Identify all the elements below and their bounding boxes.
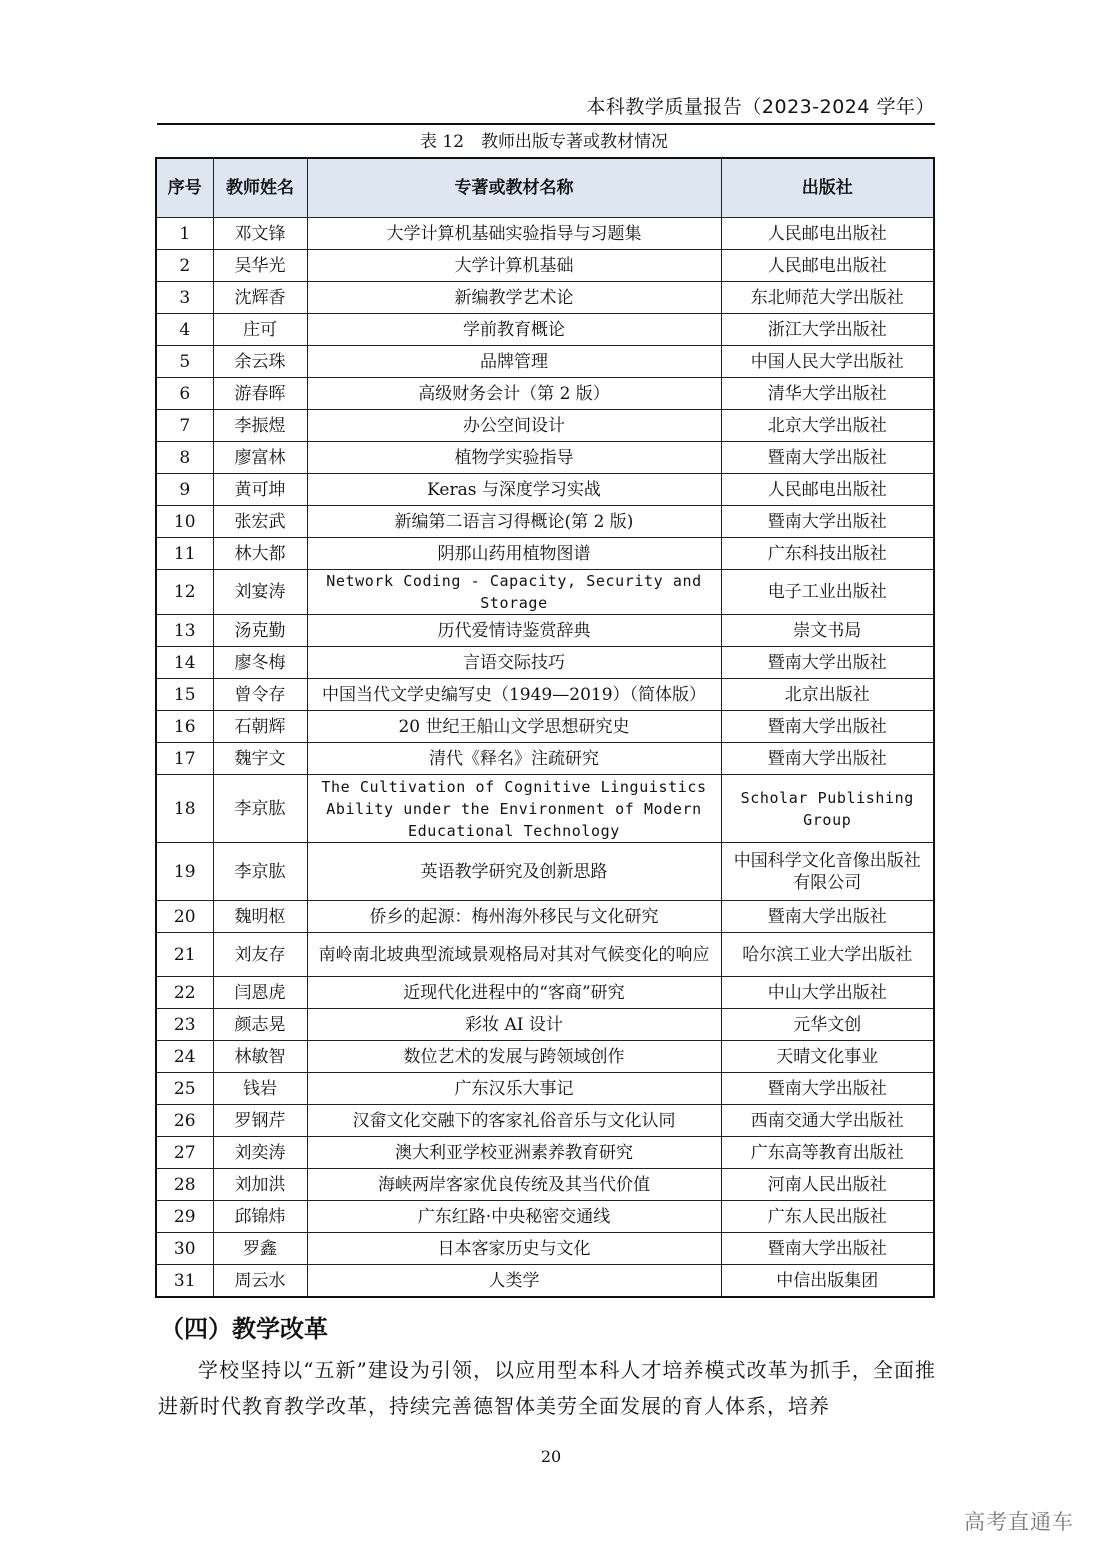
cell-publisher: 清华大学出版社 [721, 378, 934, 410]
cell-teacher: 颜志晃 [213, 1009, 307, 1041]
cell-title: 近现代化进程中的“客商”研究 [307, 977, 721, 1009]
cell-teacher: 廖富林 [213, 442, 307, 474]
table-caption: 表 12 教师出版专著或教材情况 [419, 132, 669, 152]
cell-number: 9 [156, 474, 213, 506]
cell-title: 植物学实验指导 [307, 442, 721, 474]
cell-title: 言语交际技巧 [307, 647, 721, 679]
cell-teacher: 庄可 [213, 314, 307, 346]
column-header-title: 专著或教材名称 [307, 158, 721, 218]
cell-number: 24 [156, 1041, 213, 1073]
cell-publisher: Scholar Publishing Group [721, 775, 934, 843]
cell-publisher: 人民邮电出版社 [721, 218, 934, 250]
cell-teacher: 曾令存 [213, 679, 307, 711]
cell-teacher: 魏宇文 [213, 743, 307, 775]
cell-publisher: 暨南大学出版社 [721, 1073, 934, 1105]
cell-number: 12 [156, 570, 213, 615]
cell-number: 10 [156, 506, 213, 538]
table-row [156, 442, 934, 474]
cell-publisher: 中山大学出版社 [721, 977, 934, 1009]
cell-teacher: 邱锦炜 [213, 1201, 307, 1233]
cell-title: 阴那山药用植物图谱 [307, 538, 721, 570]
table-row [156, 743, 934, 775]
cell-publisher: 北京出版社 [721, 679, 934, 711]
table-row [156, 250, 934, 282]
cell-number: 8 [156, 442, 213, 474]
cell-title: 大学计算机基础 [307, 250, 721, 282]
table-row [156, 570, 934, 615]
table-row [156, 1137, 934, 1169]
cell-title: Keras 与深度学习实战 [307, 474, 721, 506]
table-row [156, 378, 934, 410]
cell-title: 数位艺术的发展与跨领域创作 [307, 1041, 721, 1073]
cell-publisher: 广东高等教育出版社 [721, 1137, 934, 1169]
running-header: 本科教学质量报告（2023-2024 学年） [586, 96, 935, 118]
cell-teacher: 余云珠 [213, 346, 307, 378]
cell-number: 31 [156, 1265, 213, 1298]
cell-publisher: 崇文书局 [721, 615, 934, 647]
cell-title: 彩妆 AI 设计 [307, 1009, 721, 1041]
cell-teacher: 钱岩 [213, 1073, 307, 1105]
cell-title: 广东汉乐大事记 [307, 1073, 721, 1105]
table-row [156, 218, 934, 250]
table-row [156, 1265, 934, 1298]
cell-publisher: 哈尔滨工业大学出版社 [721, 933, 934, 977]
cell-title: 办公空间设计 [307, 410, 721, 442]
cell-title: The Cultivation of Cognitive Linguistics Ability under the Environment of Modern Educational Technology [307, 775, 721, 843]
table-row [156, 1041, 934, 1073]
cell-title: 高级财务会计（第 2 版） [307, 378, 721, 410]
cell-number: 3 [156, 282, 213, 314]
cell-publisher: 暨南大学出版社 [721, 506, 934, 538]
cell-publisher: 暨南大学出版社 [721, 901, 934, 933]
cell-publisher: 暨南大学出版社 [721, 647, 934, 679]
cell-publisher: 中国人民大学出版社 [721, 346, 934, 378]
cell-number: 20 [156, 901, 213, 933]
cell-title: 历代爱情诗鉴赏辞典 [307, 615, 721, 647]
cell-publisher: 中信出版集团 [721, 1265, 934, 1298]
cell-publisher: 暨南大学出版社 [721, 743, 934, 775]
table-row [156, 1169, 934, 1201]
cell-title: 广东红路·中央秘密交通线 [307, 1201, 721, 1233]
cell-number: 29 [156, 1201, 213, 1233]
cell-number: 17 [156, 743, 213, 775]
column-header-number: 序号 [156, 158, 213, 218]
table-row [156, 775, 934, 843]
cell-number: 6 [156, 378, 213, 410]
table-row [156, 679, 934, 711]
cell-number: 21 [156, 933, 213, 977]
cell-publisher: 天晴文化事业 [721, 1041, 934, 1073]
cell-title: Network Coding - Capacity, Security and Storage [307, 570, 721, 615]
table-row [156, 977, 934, 1009]
cell-teacher: 刘加洪 [213, 1169, 307, 1201]
cell-teacher: 李京肱 [213, 843, 307, 901]
cell-publisher: 中国科学文化音像出版社有限公司 [721, 843, 934, 901]
table-row [156, 711, 934, 743]
table-row [156, 1009, 934, 1041]
publications-table [155, 157, 935, 1298]
table-row [156, 346, 934, 378]
cell-number: 13 [156, 615, 213, 647]
cell-number: 15 [156, 679, 213, 711]
cell-publisher: 人民邮电出版社 [721, 250, 934, 282]
watermark: 高考直通车 [964, 1510, 1074, 1534]
column-header-teacher: 教师姓名 [213, 158, 307, 218]
table-row [156, 538, 934, 570]
cell-teacher: 石朝辉 [213, 711, 307, 743]
cell-number: 11 [156, 538, 213, 570]
table-row [156, 901, 934, 933]
cell-teacher: 汤克勤 [213, 615, 307, 647]
cell-teacher: 李振煜 [213, 410, 307, 442]
table-row [156, 282, 934, 314]
cell-number: 7 [156, 410, 213, 442]
cell-number: 19 [156, 843, 213, 901]
table-row [156, 843, 934, 901]
body-paragraph: 学校坚持以“五新”建设为引领，以应用型本科人才培养模式改革为抓手，全面推进新时代教育教学改革，持续完善德智体美劳全面发展的育人体系，培养 [158, 1358, 936, 1418]
cell-title: 汉畲文化交融下的客家礼俗音乐与文化认同 [307, 1105, 721, 1137]
cell-title: 20 世纪王船山文学思想研究史 [307, 711, 721, 743]
cell-title: 人类学 [307, 1265, 721, 1298]
cell-publisher: 广东科技出版社 [721, 538, 934, 570]
page-number: 20 [540, 1447, 562, 1466]
cell-title: 清代《释名》注疏研究 [307, 743, 721, 775]
cell-number: 27 [156, 1137, 213, 1169]
cell-title: 新编第二语言习得概论(第 2 版) [307, 506, 721, 538]
cell-publisher: 暨南大学出版社 [721, 711, 934, 743]
table-row [156, 933, 934, 977]
cell-number: 18 [156, 775, 213, 843]
cell-title: 中国当代文学史编写史（1949—2019）（简体版） [307, 679, 721, 711]
cell-number: 22 [156, 977, 213, 1009]
cell-teacher: 廖冬梅 [213, 647, 307, 679]
cell-teacher: 林敏智 [213, 1041, 307, 1073]
cell-teacher: 邓文锋 [213, 218, 307, 250]
table-row [156, 1105, 934, 1137]
cell-publisher: 电子工业出版社 [721, 570, 934, 615]
cell-publisher: 人民邮电出版社 [721, 474, 934, 506]
cell-teacher: 刘友存 [213, 933, 307, 977]
cell-title: 品牌管理 [307, 346, 721, 378]
cell-number: 14 [156, 647, 213, 679]
table-row [156, 615, 934, 647]
cell-number: 2 [156, 250, 213, 282]
cell-teacher: 罗鑫 [213, 1233, 307, 1265]
cell-teacher: 闫恩虎 [213, 977, 307, 1009]
table-header-row [156, 158, 934, 218]
table-row [156, 1201, 934, 1233]
cell-teacher: 林大都 [213, 538, 307, 570]
cell-teacher: 魏明枢 [213, 901, 307, 933]
cell-publisher: 东北师范大学出版社 [721, 282, 934, 314]
cell-teacher: 吴华光 [213, 250, 307, 282]
cell-teacher: 张宏武 [213, 506, 307, 538]
cell-number: 16 [156, 711, 213, 743]
cell-publisher: 暨南大学出版社 [721, 1233, 934, 1265]
table-row [156, 647, 934, 679]
cell-title: 大学计算机基础实验指导与习题集 [307, 218, 721, 250]
cell-publisher: 北京大学出版社 [721, 410, 934, 442]
cell-title: 日本客家历史与文化 [307, 1233, 721, 1265]
cell-publisher: 西南交通大学出版社 [721, 1105, 934, 1137]
cell-title: 海峡两岸客家优良传统及其当代价值 [307, 1169, 721, 1201]
cell-teacher: 李京肱 [213, 775, 307, 843]
cell-title: 侨乡的起源：梅州海外移民与文化研究 [307, 901, 721, 933]
cell-number: 5 [156, 346, 213, 378]
cell-title: 澳大利亚学校亚洲素养教育研究 [307, 1137, 721, 1169]
cell-number: 25 [156, 1073, 213, 1105]
cell-title: 英语教学研究及创新思路 [307, 843, 721, 901]
table-body [156, 218, 934, 1298]
table-row [156, 410, 934, 442]
table-row [156, 474, 934, 506]
table-row [156, 1073, 934, 1105]
cell-title: 新编教学艺术论 [307, 282, 721, 314]
cell-number: 4 [156, 314, 213, 346]
table-row [156, 314, 934, 346]
cell-number: 28 [156, 1169, 213, 1201]
cell-teacher: 周云水 [213, 1265, 307, 1298]
column-header-publisher: 出版社 [721, 158, 934, 218]
cell-publisher: 浙江大学出版社 [721, 314, 934, 346]
cell-title: 南岭南北坡典型流域景观格局对其对气候变化的响应 [307, 933, 721, 977]
cell-number: 1 [156, 218, 213, 250]
cell-number: 26 [156, 1105, 213, 1137]
cell-teacher: 游春晖 [213, 378, 307, 410]
cell-teacher: 刘奕涛 [213, 1137, 307, 1169]
cell-publisher: 暨南大学出版社 [721, 442, 934, 474]
cell-teacher: 黄可坤 [213, 474, 307, 506]
cell-teacher: 刘宴涛 [213, 570, 307, 615]
cell-title: 学前教育概论 [307, 314, 721, 346]
table-row [156, 506, 934, 538]
cell-publisher: 元华文创 [721, 1009, 934, 1041]
cell-publisher: 河南人民出版社 [721, 1169, 934, 1201]
cell-teacher: 罗钢芹 [213, 1105, 307, 1137]
table-row [156, 1233, 934, 1265]
cell-publisher: 广东人民出版社 [721, 1201, 934, 1233]
cell-teacher: 沈辉香 [213, 282, 307, 314]
cell-number: 30 [156, 1233, 213, 1265]
header-rule [157, 123, 935, 125]
section-heading: （四）教学改革 [160, 1315, 328, 1343]
cell-number: 23 [156, 1009, 213, 1041]
